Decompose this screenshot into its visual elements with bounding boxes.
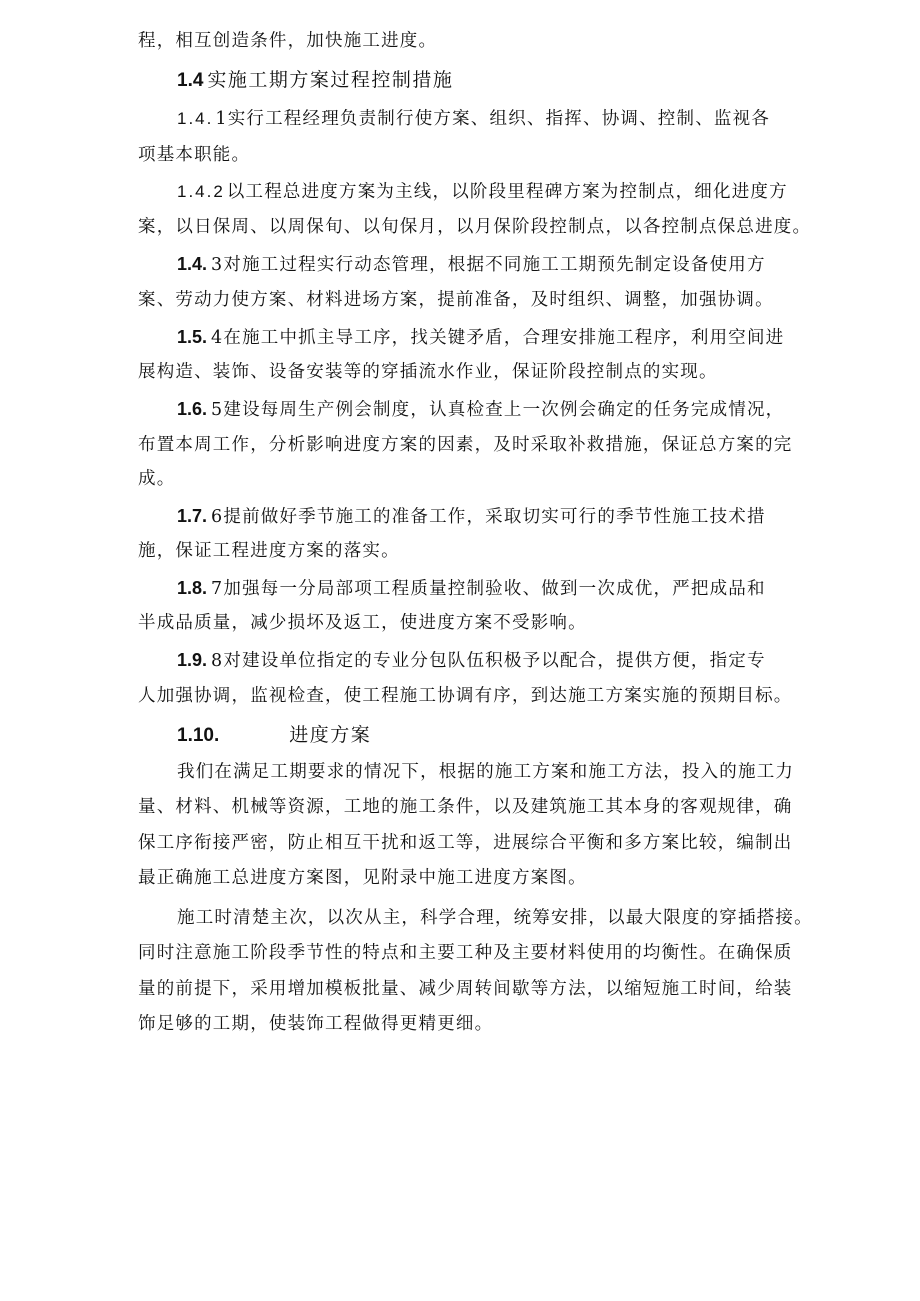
item-number: 1.4. xyxy=(177,254,208,274)
paragraph-line: 施，保证工程进度方案的落实。 xyxy=(138,541,400,561)
paragraph-line: 展构造、装饰、设备安装等的穿插流水作业，保证阶段控制点的实现。 xyxy=(138,362,718,382)
item-number: 1.4.2 xyxy=(177,182,225,201)
paragraph-line: 人加强协调，监视检查，使工程施工协调有序，到达施工方案实施的预期目标。 xyxy=(138,686,793,706)
paragraph-line xyxy=(177,397,784,422)
paragraph-line xyxy=(177,252,766,277)
paragraph-line: 项基本职能。 xyxy=(138,145,251,165)
paragraph-line: 布置本周工作，分析影响进度方案的因素，及时采取补救措施，保证总方案的完 xyxy=(138,435,793,455)
text-line: 程，相互创造条件，加快施工进度。 xyxy=(138,31,438,51)
item-text: 6提前做好季节施工的准备工作，采取切实可行的季节性施工技术措 xyxy=(211,507,766,527)
item-text: 1实行工程经理负责制行使方案、组织、指挥、协调、控制、监视各 xyxy=(215,109,770,129)
item-text: 3对施工过程实行动态管理，根据不同施工工期预先制定设备使用方 xyxy=(211,255,766,275)
paragraph-line xyxy=(177,648,766,673)
item-number: 1.4. xyxy=(177,109,214,128)
section-heading-1-10 xyxy=(177,723,371,748)
paragraph-line: 成。 xyxy=(138,469,176,489)
paragraph-line: 量、材料、机械等资源，工地的施工条件，以及建筑施工其本身的客观规律，确 xyxy=(138,797,793,817)
item-number: 1.9. xyxy=(177,650,208,670)
item-text: 4在施工中抓主导工序，找关键矛盾，合理安排施工程序，利用空间进 xyxy=(211,328,785,348)
item-text: 8对建设单位指定的专业分包队伍积极予以配合，提供方便，指定专 xyxy=(211,651,766,671)
paragraph-line xyxy=(177,504,766,529)
paragraph-line xyxy=(177,325,784,350)
paragraph-line: 施工时清楚主次，以次从主，科学合理，统筹安排，以最大限度的穿插搭接。 xyxy=(177,908,813,928)
item-number: 1.6. xyxy=(177,399,208,419)
item-number: 1.7. xyxy=(177,506,208,526)
section-heading-1-4 xyxy=(177,68,453,93)
section-title: 进度方案 xyxy=(289,724,372,746)
paragraph-line: 我们在满足工期要求的情况下，根据的施工方案和施工方法，投入的施工力 xyxy=(177,762,795,782)
paragraph-line: 保工序衔接严密，防止相互干扰和返工等，进展综合平衡和多方案比较，编制出 xyxy=(138,833,793,853)
paragraph-line: 案，以日保周、以周保旬、以旬保月，以月保阶段控制点，以各控制点保总进度。 xyxy=(138,217,812,237)
section-number: 1.10. xyxy=(177,725,220,746)
section-number: 1.4 xyxy=(177,70,204,91)
item-text: 7加强每一分局部项工程质量控制验收、做到一次成优，严把成品和 xyxy=(211,579,766,599)
item-number: 1.8. xyxy=(177,578,208,598)
paragraph-line: 同时注意施工阶段季节性的特点和主要工种及主要材料使用的均衡性。在确保质 xyxy=(138,943,793,963)
item-number: 1.5. xyxy=(177,327,208,347)
section-title: 实施工期方案过程控制措施 xyxy=(207,69,454,91)
paragraph-line: 量的前提下，采用增加模板批量、减少周转间歇等方法，以缩短施工时间，给装 xyxy=(138,979,793,999)
paragraph-line: 半成品质量，减少损坏及返工，使进度方案不受影响。 xyxy=(138,613,587,633)
paragraph-line xyxy=(177,576,766,601)
paragraph-line: 案、劳动力使方案、材料进场方案，提前准备，及时组织、调整，加强协调。 xyxy=(138,290,774,310)
item-text: 以工程总进度方案为主线，以阶段里程碑方案为控制点，细化进度方 xyxy=(226,182,788,202)
item-text: 5建设每周生产例会制度，认真检查上一次例会确定的任务完成情况， xyxy=(211,400,785,420)
paragraph-line xyxy=(177,180,788,204)
paragraph-line: 最正确施工总进度方案图，见附录中施工进度方案图。 xyxy=(138,868,587,888)
paragraph-line: 饰足够的工期，使装饰工程做得更精更细。 xyxy=(138,1014,494,1034)
paragraph-line xyxy=(177,107,770,131)
